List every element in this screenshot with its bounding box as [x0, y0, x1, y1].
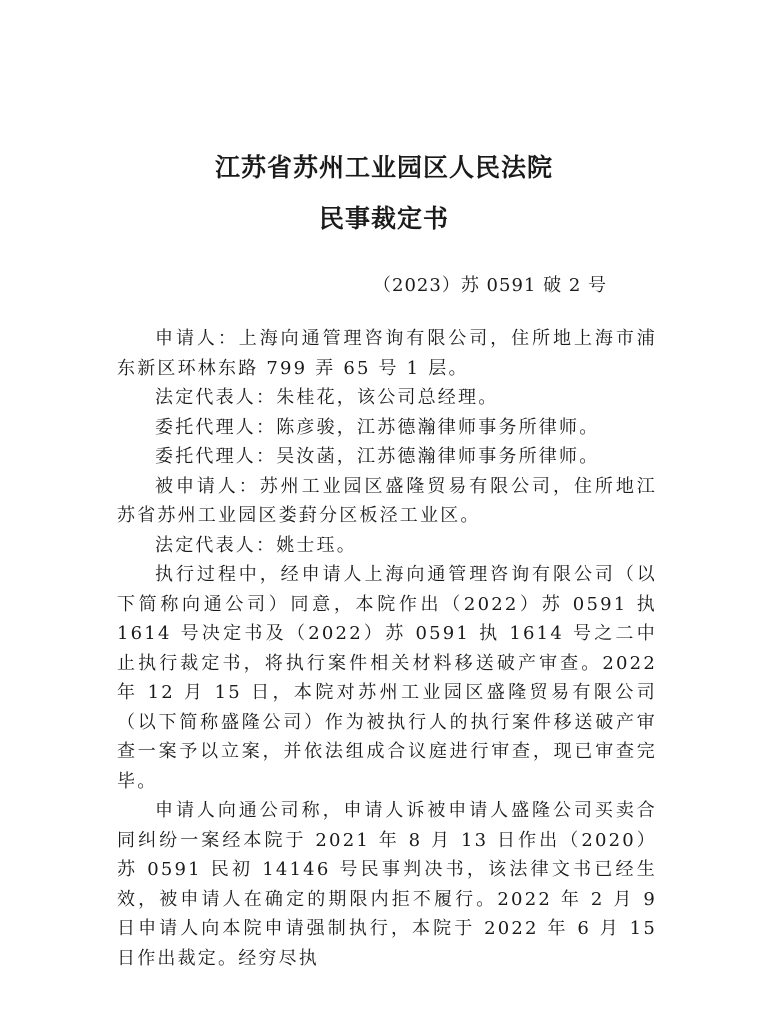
paragraph-agent-2: 委托代理人：吴汝菡，江苏德瀚律师事务所律师。	[155, 446, 600, 467]
paragraph-respondent: 被申请人：苏州工业园区盛隆贸易有限公司，住所地江苏省苏州工业园区娄葑分区板泾工业区。	[117, 475, 657, 526]
document-body	[117, 324, 657, 973]
case-number: （2023）苏 0591 破 2 号	[373, 275, 607, 296]
paragraph-agent-1: 委托代理人：陈彦骏，江苏德瀚律师事务所律师。	[155, 416, 600, 438]
paragraph-respondent-legal-rep: 法定代表人：姚士珏。	[155, 534, 357, 556]
court-name-heading: 江苏省苏州工业园区人民法院	[214, 153, 553, 182]
paragraph-applicant: 申请人：上海向通管理咨询有限公司，住所地上海市浦东新区环林东路 799 弄 65 号 1 层。	[117, 328, 657, 379]
paragraph-applicant-claims: 申请人向通公司称，申请人诉被申请人盛隆公司买卖合同纠纷一案经本院于 2021 年 8 月 13 日作出（2020）苏 0591 民初 14146 号民事判决书，该法律文书已经生效，被申请人在确定的期限内拒不履行。2022 年 2 月 9 日申请人向本院申请强制执行，本院于 2022 年 6 月 15 日作出裁定。经穷尽执	[117, 800, 657, 969]
document-type-heading: 民事裁定书	[318, 204, 449, 233]
paragraph-applicant-legal-rep: 法定代表人：朱桂花，该公司总经理。	[155, 387, 499, 408]
paragraph-procedure: 执行过程中，经申请人上海向通管理咨询有限公司（以下简称向通公司）同意，本院作出（2022）苏 0591 执 1614 号决定书及（2022）苏 0591 执 1614 号之二中止执行裁定书，将执行案件相关材料移送破产审查。2022 年 12 月 15 日，本院对苏州工业园区盛隆贸易有限公司（以下简称盛隆公司）作为被执行人的执行案件移送破产审查一案予以立案，并依法组成合议庭进行审查，现已审查完毕。	[117, 564, 657, 792]
